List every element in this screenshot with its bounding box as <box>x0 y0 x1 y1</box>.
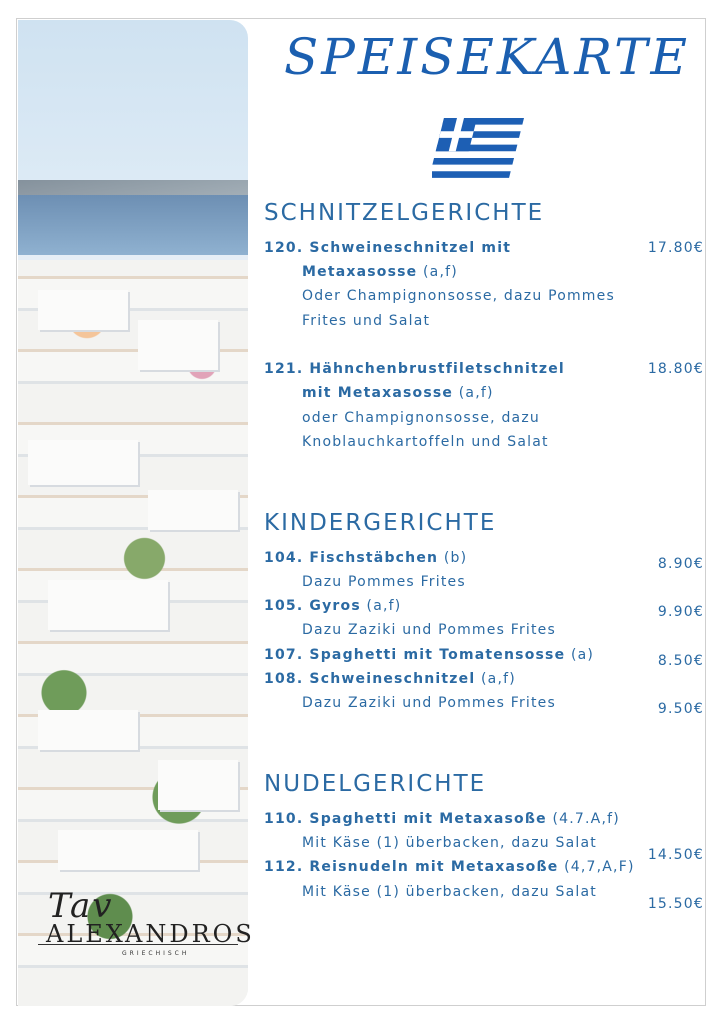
dish-name-cont: Metaxasosse (a,f) <box>302 264 458 280</box>
santorini-photo <box>18 20 248 1006</box>
house-blocks <box>18 20 248 1006</box>
logo-name: ALEXANDROS <box>46 920 255 948</box>
dish-name: 120. Schweineschnitzel mit <box>264 240 512 256</box>
dish-price: 17.80€ <box>647 240 704 256</box>
dish-price: 8.50€ <box>657 653 704 669</box>
logo-divider <box>38 944 238 945</box>
dish-description: Dazu Zaziki und Pommes Frites <box>302 622 556 638</box>
logo-subtitle: GRIECHISCH <box>122 950 190 957</box>
dish-description: Dazu Zaziki und Pommes Frites <box>302 695 556 711</box>
dish-price: 9.90€ <box>657 604 704 620</box>
dish-description: Oder Champignonsosse, dazu Pommes <box>302 288 615 304</box>
dish-description: Knoblauchkartoffeln und Salat <box>302 434 549 450</box>
dish-name: 112. Reisnudeln mit Metaxasoße (4,7,A,F) <box>264 859 635 875</box>
dish-description: Mit Käse (1) überbacken, dazu Salat <box>302 835 597 851</box>
greek-flag-icon <box>432 118 524 178</box>
dish-price: 15.50€ <box>647 896 704 912</box>
logo-script: Tav <box>48 886 114 926</box>
section-title-kinder: KINDERGERICHTE <box>264 510 497 536</box>
dish-price: 18.80€ <box>647 361 704 377</box>
dish-name: 107. Spaghetti mit Tomatensosse (a) <box>264 647 595 663</box>
dish-name: 105. Gyros (a,f) <box>264 598 402 614</box>
dish-name: 108. Schweineschnitzel (a,f) <box>264 671 516 687</box>
page-title: SPEISEKARTE <box>284 28 690 86</box>
dish-description: Dazu Pommes Frites <box>302 574 466 590</box>
dish-price: 8.90€ <box>657 556 704 572</box>
dish-name-cont: mit Metaxasosse (a,f) <box>302 385 494 401</box>
dish-description: Frites und Salat <box>302 313 431 329</box>
dish-description: oder Champignonsosse, dazu <box>302 410 540 426</box>
section-title-nudel: NUDELGERICHTE <box>264 771 487 797</box>
dish-price: 9.50€ <box>657 701 704 717</box>
restaurant-logo <box>26 880 255 960</box>
dish-price: 14.50€ <box>647 847 704 863</box>
dish-description: Mit Käse (1) überbacken, dazu Salat <box>302 884 597 900</box>
dish-name: 121. Hähnchenbrustfiletschnitzel <box>264 361 565 377</box>
section-title-schnitzel: SCHNITZELGERICHTE <box>264 200 545 226</box>
dish-name: 110. Spaghetti mit Metaxasoße (4.7.A,f) <box>264 811 620 827</box>
dish-name: 104. Fischstäbchen (b) <box>264 550 468 566</box>
